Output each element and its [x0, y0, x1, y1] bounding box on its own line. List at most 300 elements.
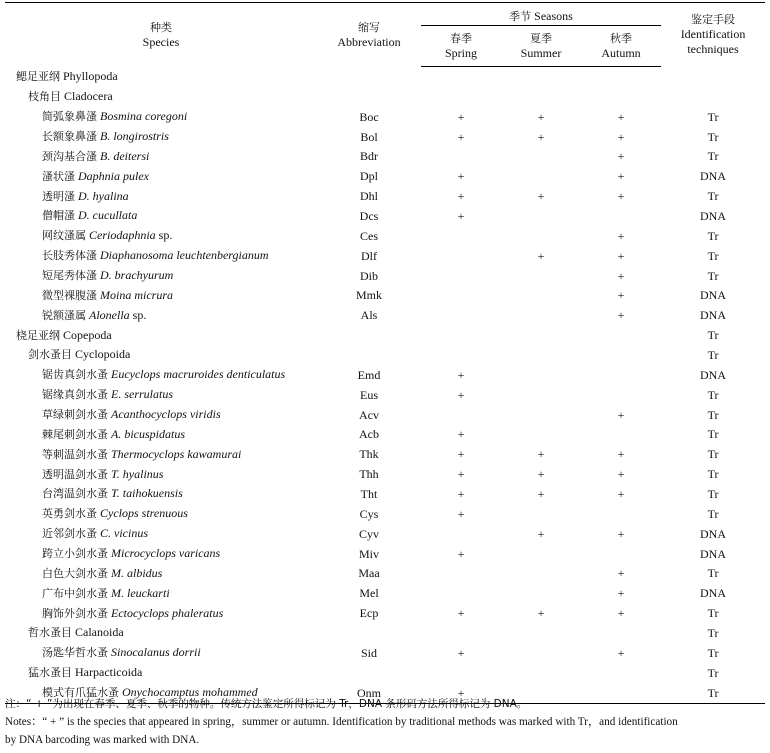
summer-cell	[501, 285, 581, 305]
table-row	[5, 444, 765, 464]
note-en-line1: Notes：“ + ” is the species that appeared in spring，summer or autumn. Identification by traditional methods was marked with Tr，and identification	[5, 716, 678, 728]
species-name-cell	[5, 305, 317, 325]
species-name-cn: 透明温剑水蚤	[42, 467, 108, 481]
species-name-scientific: Moina micrura	[100, 287, 173, 302]
species-name-cell	[5, 246, 317, 266]
species-name	[5, 526, 148, 540]
summer-cell	[501, 67, 581, 87]
abbreviation-cell: Acb	[359, 427, 379, 442]
species-name	[5, 69, 118, 83]
species-name-cell	[5, 563, 317, 583]
header-species-en: Species	[142, 34, 180, 49]
spring-cell	[421, 623, 501, 643]
species-name-scientific: D. brachyurum	[100, 268, 174, 283]
autumn-cell: +	[617, 526, 625, 541]
table-row	[5, 464, 765, 484]
spring-cell	[421, 663, 501, 683]
summer-cell	[501, 146, 581, 166]
species-name	[5, 367, 285, 381]
note-en-line2: by DNA barcoding was marked with DNA.	[5, 734, 200, 746]
species-name-scientific: B. longirostris	[100, 129, 169, 143]
species-name-cn: 广布中剑水蚤	[42, 586, 108, 600]
spring-cell	[421, 405, 501, 425]
table-row	[5, 603, 765, 623]
autumn-cell	[581, 623, 661, 643]
identification-cell: Tr	[707, 645, 719, 660]
table-row	[5, 285, 765, 305]
spring-cell: +	[457, 169, 465, 184]
spring-cell	[421, 563, 501, 583]
spring-cell: +	[457, 467, 465, 482]
species-name-latin: Calanoida	[75, 625, 124, 640]
abbreviation-cell: Bdr	[360, 149, 378, 164]
identification-cell: DNA	[700, 546, 727, 561]
header-spring-cn: 春季	[450, 32, 472, 45]
identification-cell: Tr	[707, 149, 719, 164]
abbreviation-cell: Dib	[360, 268, 378, 283]
species-name-cell	[5, 345, 317, 365]
species-name-cn: 长额象鼻溞	[42, 130, 97, 143]
summer-cell: +	[537, 447, 545, 462]
summer-cell	[501, 325, 581, 345]
table-row	[5, 67, 765, 87]
species-name-cell	[5, 226, 317, 246]
species-name-scientific: D. hyalina	[78, 188, 129, 203]
species-name-cn: 枝角目	[28, 90, 61, 104]
header-abbreviation	[317, 3, 421, 67]
species-name	[5, 149, 149, 163]
species-name-cell	[5, 504, 317, 524]
summer-cell	[501, 424, 581, 444]
autumn-cell	[581, 365, 661, 385]
abbreviation-cell	[317, 67, 421, 87]
species-name-cn: 鳃足亚纲	[16, 70, 60, 84]
species-name	[5, 566, 162, 580]
identification-cell: Tr	[707, 506, 719, 521]
species-name-latin: Cladocera	[64, 89, 113, 104]
table-row	[5, 266, 765, 286]
table-row	[5, 107, 765, 127]
autumn-cell	[581, 424, 661, 444]
species-name	[5, 467, 163, 481]
summer-cell: +	[537, 467, 545, 482]
spring-cell: +	[457, 129, 465, 144]
abbreviation-cell	[317, 623, 421, 643]
species-name-scientific: M. leuckarti	[111, 585, 170, 600]
table-row	[5, 246, 765, 266]
species-name-cn: 僧帽溞	[42, 209, 75, 223]
table-row	[5, 186, 765, 206]
header-species-cn: 种类	[150, 20, 172, 34]
species-name-cell	[5, 186, 317, 206]
species-name	[5, 645, 201, 659]
abbreviation-cell: Cys	[359, 506, 379, 521]
species-name	[5, 347, 130, 361]
species-name	[5, 268, 173, 282]
species-name-latin: Copepoda	[63, 327, 112, 342]
summer-cell: +	[537, 129, 545, 144]
species-name-cell	[5, 643, 317, 663]
identification-cell: DNA	[700, 526, 727, 541]
species-name-cell	[5, 266, 317, 286]
species-name-scientific: D. cucullata	[78, 208, 138, 223]
abbreviation-cell: Acv	[359, 407, 379, 422]
spring-cell	[421, 146, 501, 166]
summer-cell	[501, 385, 581, 405]
species-name	[5, 228, 172, 242]
header-seasons-en: Seasons	[534, 9, 573, 23]
species-name-scientific: Ceriodaphnia	[89, 228, 156, 243]
header-id-en1: Identification	[680, 27, 746, 42]
species-name-scientific: Eucyclops macruroides denticulatus	[111, 367, 286, 382]
spring-cell: +	[457, 367, 465, 382]
identification-cell: Tr	[707, 268, 719, 283]
autumn-cell: +	[617, 447, 625, 462]
species-name-cell	[5, 87, 317, 107]
species-name-cn: 哲水蚤目	[28, 626, 72, 640]
table-row	[5, 663, 765, 683]
table-row	[5, 127, 765, 147]
abbreviation-cell: Bol	[360, 129, 378, 144]
species-name-cn: 简弧象鼻溞	[42, 110, 97, 124]
autumn-cell: +	[617, 467, 625, 482]
header-summer	[501, 26, 581, 67]
species-name	[5, 625, 124, 639]
autumn-cell: +	[617, 169, 625, 184]
species-name-scientific: Cyclops strenuous	[100, 506, 188, 521]
header-summer-en: Summer	[520, 46, 562, 60]
table-row	[5, 87, 765, 107]
species-name-cn: 锯齿真剑水蚤	[42, 368, 108, 382]
species-name	[5, 586, 170, 600]
identification-cell: DNA	[700, 169, 727, 184]
abbreviation-cell: Dpl	[360, 169, 378, 184]
species-name-cell	[5, 365, 317, 385]
species-name	[5, 288, 173, 302]
abbreviation-cell: Sid	[360, 645, 377, 660]
abbreviation-cell: Tht	[360, 486, 378, 501]
species-name-cell	[5, 405, 317, 425]
species-name-scientific: Ectocyclops phaleratus	[111, 605, 224, 620]
species-name-cell	[5, 127, 317, 147]
species-name-latin: Phyllopoda	[63, 69, 118, 84]
species-name-cell	[5, 285, 317, 305]
identification-cell: DNA	[700, 367, 727, 382]
species-name-cn: 等刺温剑水蚤	[42, 447, 108, 461]
identification-cell: Tr	[707, 347, 719, 362]
summer-cell: +	[537, 606, 545, 621]
header-species	[5, 3, 317, 67]
species-name	[5, 169, 149, 183]
identification-cell: Tr	[707, 665, 719, 680]
abbreviation-cell: Miv	[358, 546, 379, 561]
species-name-cn: 棘尾刺剑水蚤	[42, 427, 108, 441]
spring-cell	[421, 583, 501, 603]
summer-cell	[501, 365, 581, 385]
header-identification	[661, 3, 765, 67]
header-autumn-cn: 秋季	[610, 32, 632, 45]
species-name	[5, 387, 173, 401]
table-row	[5, 544, 765, 564]
species-name-cell	[5, 464, 317, 484]
species-name-cell	[5, 484, 317, 504]
identification-cell	[661, 67, 765, 87]
species-name	[5, 189, 129, 203]
species-name	[5, 506, 188, 520]
species-name-scientific: A. bicuspidatus	[111, 426, 185, 441]
summer-cell	[501, 87, 581, 107]
species-name-cell	[5, 67, 317, 87]
identification-cell: Tr	[661, 683, 765, 703]
table-row	[5, 405, 765, 425]
spring-cell: +	[457, 387, 465, 402]
species-name-scientific: E. serrulatus	[111, 387, 174, 402]
spring-cell: +	[457, 208, 465, 223]
summer-cell	[501, 166, 581, 186]
species-name	[5, 546, 220, 560]
species-name-scientific: T. taihokuensis	[111, 486, 183, 501]
abbreviation-cell: Dcs	[359, 208, 379, 223]
header-summer-cn: 夏季	[530, 32, 552, 45]
species-name-scientific: M. albidus	[111, 565, 163, 580]
species-name-cell	[5, 206, 317, 226]
species-name-scientific: Daphnia pulex	[78, 168, 149, 183]
species-name	[5, 486, 183, 500]
species-name-latin: sp.	[158, 228, 173, 243]
species-name-cn: 微型裸腹溞	[42, 288, 97, 302]
summer-cell	[501, 266, 581, 286]
table-row	[5, 524, 765, 544]
autumn-cell: +	[617, 308, 625, 323]
identification-cell: Tr	[707, 606, 719, 621]
spring-cell: +	[457, 506, 465, 521]
spring-cell	[421, 266, 501, 286]
species-table	[5, 2, 765, 704]
spring-cell: +	[457, 189, 465, 204]
identification-cell: Tr	[707, 228, 719, 243]
table-row	[5, 424, 765, 444]
summer-cell	[501, 623, 581, 643]
species-name	[5, 447, 241, 461]
species-name-latin: Harpacticoida	[75, 665, 143, 680]
identification-cell: Tr	[707, 427, 719, 442]
identification-cell: DNA	[700, 288, 727, 303]
summer-cell	[501, 583, 581, 603]
autumn-cell	[581, 206, 661, 226]
species-name-cell	[5, 603, 317, 623]
table-row	[5, 166, 765, 186]
header-autumn	[581, 26, 661, 67]
table-body	[5, 67, 765, 704]
autumn-cell: +	[617, 109, 625, 124]
species-name-cn: 颈沟基合溞	[42, 149, 97, 163]
summer-cell: +	[537, 189, 545, 204]
abbreviation-cell	[317, 345, 421, 365]
abbreviation-cell: Ecp	[359, 606, 379, 621]
species-name-latin: sp.	[132, 307, 147, 322]
summer-cell	[501, 563, 581, 583]
table-row	[5, 385, 765, 405]
table-row	[5, 226, 765, 246]
abbreviation-cell: Onm	[317, 683, 421, 703]
table-row	[5, 345, 765, 365]
identification-cell: Tr	[707, 387, 719, 402]
identification-cell: Tr	[707, 129, 719, 144]
spring-cell: +	[457, 427, 465, 442]
autumn-cell: +	[617, 407, 625, 422]
species-name-cn: 猛水蚤目	[28, 666, 72, 680]
autumn-cell	[581, 87, 661, 107]
spring-cell	[421, 67, 501, 87]
species-name-scientific: Onychocamptus mohammed	[122, 685, 258, 700]
species-name-cn: 锯缘真剑水蚤	[42, 388, 108, 402]
spring-cell: +	[457, 606, 465, 621]
species-name-cn: 剑水蚤目	[28, 348, 72, 362]
autumn-cell: +	[617, 149, 625, 164]
autumn-cell: +	[617, 486, 625, 501]
identification-cell: DNA	[700, 308, 727, 323]
species-name-cell	[5, 325, 317, 345]
summer-cell: +	[537, 526, 545, 541]
autumn-cell	[581, 504, 661, 524]
table-row	[5, 643, 765, 663]
spring-cell	[421, 345, 501, 365]
species-name	[5, 328, 112, 342]
species-name-cn: 胸饰外剑水蚤	[42, 606, 108, 620]
species-name-scientific: T. hyalinus	[111, 466, 164, 481]
header-id-en2: techniques	[687, 42, 739, 57]
table-row	[5, 365, 765, 385]
summer-cell	[501, 643, 581, 663]
header-abbr-cn: 缩写	[358, 20, 380, 34]
species-name-cell	[5, 444, 317, 464]
spring-cell: +	[457, 109, 465, 124]
table-row	[5, 563, 765, 583]
spring-cell: +	[457, 486, 465, 501]
autumn-cell	[581, 325, 661, 345]
spring-cell	[421, 325, 501, 345]
table-row	[5, 583, 765, 603]
species-name-scientific: Acanthocyclops viridis	[111, 407, 221, 422]
summer-cell	[501, 345, 581, 365]
abbreviation-cell: Emd	[357, 367, 381, 382]
species-name-cn: 溞状溞	[42, 169, 75, 183]
identification-cell: DNA	[700, 208, 727, 223]
identification-cell: Tr	[707, 486, 719, 501]
species-name	[5, 606, 223, 620]
species-name-cell	[5, 623, 317, 643]
species-name-cn: 锐额溞属	[42, 308, 86, 322]
abbreviation-cell	[317, 325, 421, 345]
autumn-cell: +	[617, 268, 625, 283]
autumn-cell: +	[617, 248, 625, 263]
identification-cell: Tr	[707, 566, 719, 581]
spring-cell: +	[457, 447, 465, 462]
table-row	[5, 305, 765, 325]
abbreviation-cell: Eus	[360, 387, 378, 402]
autumn-cell: +	[617, 645, 625, 660]
species-name-scientific: Thermocyclops kawamurai	[111, 446, 242, 461]
identification-cell: Tr	[707, 328, 719, 343]
table-row	[5, 206, 765, 226]
spring-cell	[421, 226, 501, 246]
autumn-cell: +	[617, 189, 625, 204]
species-name-cn: 汤匙华哲水蚤	[42, 646, 108, 660]
spring-cell	[421, 305, 501, 325]
table-row	[5, 325, 765, 345]
abbreviation-cell	[317, 87, 421, 107]
species-name-cell	[5, 385, 317, 405]
abbreviation-cell: Mmk	[355, 288, 382, 303]
species-name-scientific: Alonella	[89, 307, 130, 322]
species-name-cn: 模式有爪猛水蚤	[42, 686, 119, 700]
species-name-cell	[5, 524, 317, 544]
species-name	[5, 129, 169, 143]
abbreviation-cell: Cyv	[358, 526, 379, 541]
identification-cell: Tr	[707, 467, 719, 482]
table-row	[5, 146, 765, 166]
header-seasons	[421, 3, 661, 26]
species-name	[5, 248, 269, 262]
identification-cell: Tr	[707, 189, 719, 204]
abbreviation-cell: Thk	[359, 447, 379, 462]
summer-cell	[501, 504, 581, 524]
abbreviation-cell: Boc	[359, 109, 379, 124]
species-name-cn: 白色大剑水蚤	[42, 566, 108, 580]
species-name-cn: 短尾秀体溞	[42, 269, 97, 283]
abbreviation-cell: Dlf	[361, 248, 377, 263]
table-notes	[5, 695, 767, 749]
summer-cell	[501, 405, 581, 425]
species-name-scientific: Sinocalanus dorrii	[111, 645, 201, 660]
abbreviation-cell: Als	[360, 308, 378, 323]
summer-cell: +	[537, 109, 545, 124]
species-name	[5, 89, 113, 103]
species-name-cn: 桡足亚纲	[16, 328, 60, 342]
species-name-scientific: Bosmina coregoni	[100, 109, 188, 124]
spring-cell: +	[457, 645, 465, 660]
summer-cell	[501, 305, 581, 325]
species-name	[5, 308, 146, 322]
spring-cell	[421, 285, 501, 305]
summer-cell	[501, 206, 581, 226]
autumn-cell	[581, 67, 661, 87]
spring-cell: +	[421, 683, 501, 703]
species-name-cn: 台湾温剑水蚤	[42, 487, 108, 501]
identification-cell: Tr	[707, 625, 719, 640]
spring-cell	[421, 524, 501, 544]
species-name-cn: 跨立小剑水蚤	[42, 547, 108, 561]
abbreviation-cell	[317, 663, 421, 683]
spring-cell	[421, 87, 501, 107]
abbreviation-cell: Mel	[359, 586, 379, 601]
summer-cell	[501, 663, 581, 683]
table-row	[5, 623, 765, 643]
identification-cell: DNA	[700, 586, 727, 601]
species-name-cn: 网纹溞属	[42, 229, 86, 243]
species-name-cell	[5, 424, 317, 444]
autumn-cell: +	[617, 586, 625, 601]
identification-cell: Tr	[707, 447, 719, 462]
header-seasons-cn: 季节	[509, 10, 532, 23]
summer-cell	[501, 226, 581, 246]
species-name-cn: 透明溞	[42, 189, 75, 203]
autumn-cell	[581, 385, 661, 405]
species-name-cn: 近邻剑水蚤	[42, 527, 97, 541]
species-name	[5, 407, 221, 421]
summer-cell: +	[537, 486, 545, 501]
species-name-cell	[5, 583, 317, 603]
